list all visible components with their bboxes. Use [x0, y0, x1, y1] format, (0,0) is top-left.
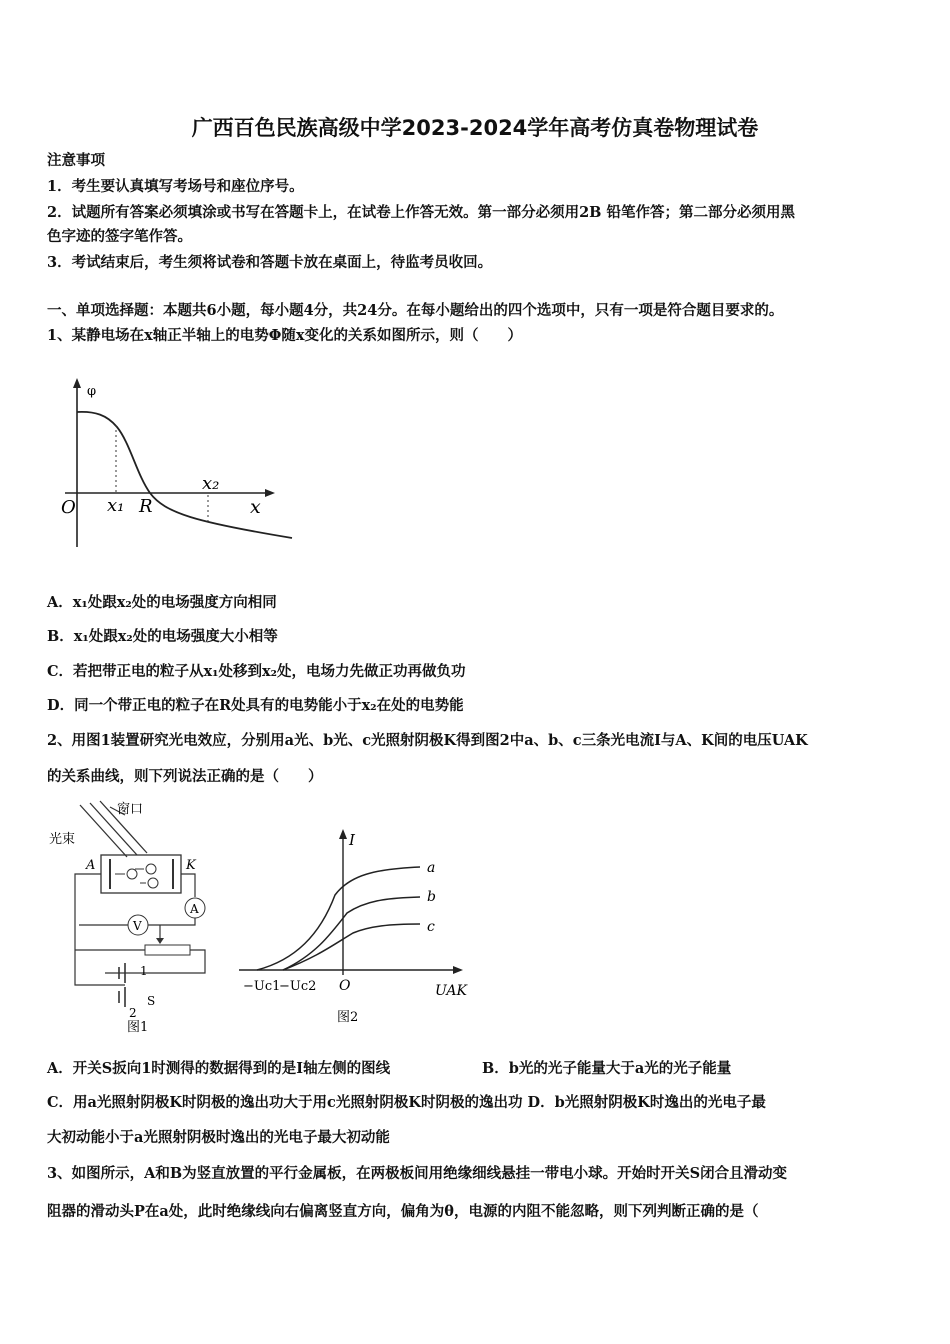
uak-label: UAK	[435, 983, 467, 999]
notice-item: 色字迹的签字笔作答。	[47, 228, 192, 245]
fig1-caption: 图1	[127, 1020, 149, 1035]
q2-stem: 的关系曲线，则下列说法正确的是（ ）	[47, 768, 323, 785]
phi-axis-arrow	[73, 378, 81, 388]
ammeter-label: A	[190, 902, 199, 916]
beam-label: 光束	[49, 832, 76, 847]
q2-option-a: A．开关S扳向1时测得的数据得到的是I轴左侧的图线	[47, 1060, 391, 1077]
curve-b-label: b	[427, 889, 436, 905]
x-axis-arrow	[265, 489, 275, 497]
notice-heading: 注意事项	[47, 152, 105, 169]
q3-stem: 3、如图所示，A和B为竖直放置的平行金属板，在两极板间用绝缘细线悬挂一带电小球。开始时开关S闭合且滑动变	[47, 1165, 788, 1182]
q1-option-b: B．x₁处跟x₂处的电场强度大小相等	[47, 628, 278, 645]
q2-stem: 2、用图1装置研究光电效应，分别用a光、b光、c光照射阴极K得到图2中a、b、c三条光电流I与A、K间的电压UAK	[47, 732, 808, 749]
i-axis-arrow	[339, 829, 347, 839]
electron-icon	[146, 864, 156, 874]
q2-option-cd: C．用a光照射阴极K时阴极的逸出功大于用c光照射阴极K时阴极的逸出功 D．b光照射阴极K时逸出的光电子最	[47, 1094, 766, 1111]
anode-label: A	[86, 858, 96, 873]
wire	[75, 874, 125, 985]
curve-c-label: c	[427, 919, 435, 935]
q1-stem: 1、某静电场在x轴正半轴上的电势Φ随x变化的关系如图所示，则（ ）	[47, 327, 523, 344]
phi-label: φ	[87, 384, 97, 399]
notice-item: 3．考试结束后，考生须将试卷和答题卡放在桌面上，待监考员收回。	[47, 254, 493, 271]
curve-c	[283, 924, 420, 970]
cathode-label: K	[186, 858, 196, 873]
origin-label: O	[61, 497, 76, 518]
switch-pos-2: 2	[129, 1006, 137, 1020]
u-axis-arrow	[453, 966, 463, 974]
q3-stem: 阻器的滑动头P在a处，此时绝缘线向右偏离竖直方向，偏角为θ，电源的内阻不能忽略，则下列判断正确的是（	[47, 1203, 759, 1220]
electron-icon	[148, 878, 158, 888]
origin-label: O	[339, 978, 351, 994]
q2-option-b: B．b光的光子能量大于a光的光子能量	[482, 1060, 732, 1077]
electron-icon	[127, 869, 137, 879]
r-label: R	[139, 496, 153, 517]
rheostat	[145, 945, 190, 955]
exam-title: 广西百色民族高级中学2023-2024学年高考仿真卷物理试卷	[191, 116, 759, 140]
curve-a-label: a	[427, 860, 436, 876]
x-label: x	[250, 496, 261, 518]
i-label: I	[349, 831, 355, 849]
notice-item: 2．试题所有答案必须填涂或书写在答题卡上，在试卷上作答无效。第一部分必须用2B 铅笔作答；第二部分必须用黑	[47, 204, 795, 221]
wire	[181, 874, 195, 897]
fig2-caption: 图2	[337, 1010, 359, 1025]
q2-iv-graph	[235, 825, 470, 1030]
q1-option-c: C．若把带正电的粒子从x₁处移到x₂处，电场力先做正功再做负功	[47, 663, 466, 680]
phototube	[101, 855, 181, 893]
x2-label: x₂	[202, 473, 220, 494]
window-label: 窗口	[117, 802, 144, 817]
q2-option-d-cont: 大初动能小于a光照射阴极时逸出的光电子最大初动能	[47, 1129, 390, 1146]
switch-label: S	[147, 994, 156, 1008]
q1-potential-graph	[55, 375, 300, 550]
notice-item: 1．考生要认真填写考场号和座位序号。	[47, 178, 304, 195]
uc2-label: −Uc2	[279, 979, 317, 994]
q2-circuit-figure	[45, 795, 220, 1035]
potential-curve	[77, 412, 292, 538]
curve-a	[257, 867, 420, 970]
uc1-label: −Uc1	[243, 979, 281, 994]
slider-arrow	[156, 938, 164, 944]
q1-option-d: D．同一个带正电的粒子在R处具有的电势能小于x₂在处的电势能	[47, 697, 464, 714]
x1-label: x₁	[107, 495, 125, 516]
switch-pos-1: 1	[140, 964, 148, 978]
section-heading: 一、单项选择题：本题共6小题，每小题4分，共24分。在每小题给出的四个选项中，只有一项是符合题目要求的。	[47, 302, 784, 319]
q1-option-a: A．x₁处跟x₂处的电场强度方向相同	[47, 594, 277, 611]
voltmeter-label: V	[133, 919, 142, 933]
